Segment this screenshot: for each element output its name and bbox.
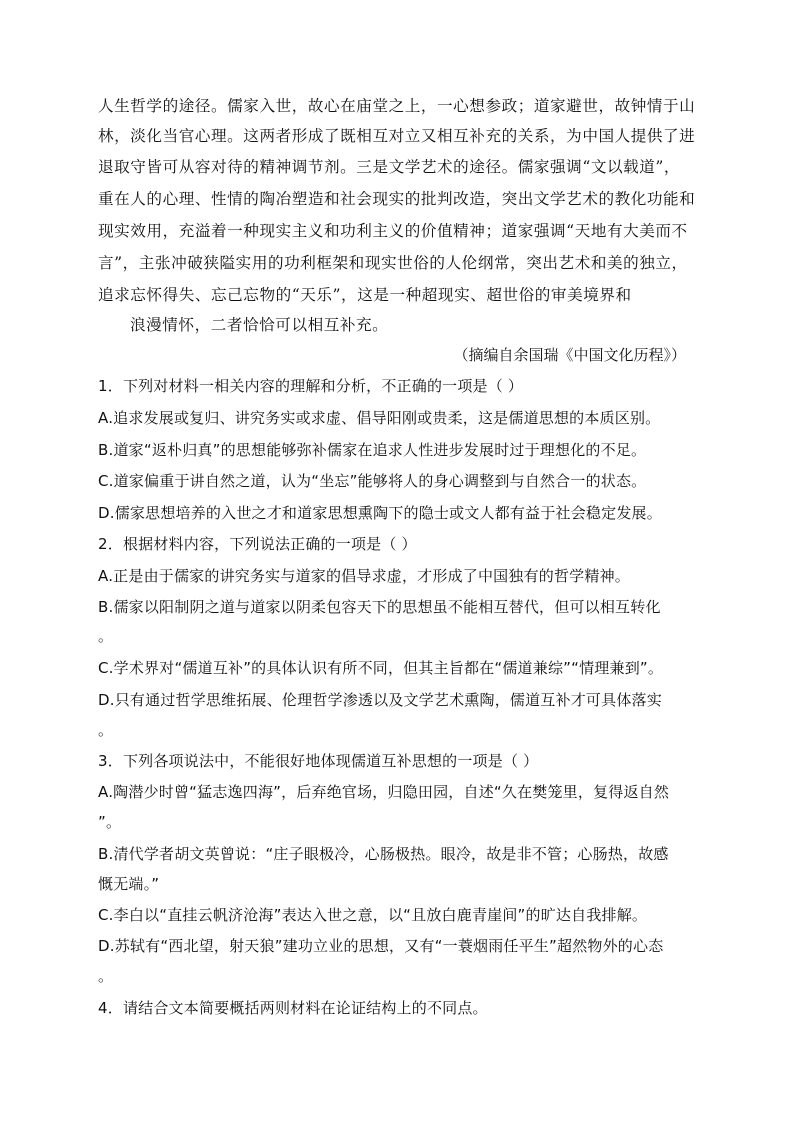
question-2-stem: 2．根据材料内容，下列说法正确的一项是（ ） (98, 535, 417, 553)
question-1-stem: 1．下列对材料一相关内容的理解和分析，不正确的一项是（ ） (98, 377, 524, 395)
passage-line-4: 重在人的心理、性情的陶冶塑造和社会现实的批判改造，突出文学艺术的教化功能和 (98, 190, 696, 208)
passage-line-7: 追求忘怀得失、忘己忘物的“天乐”，这是一种超现实、超世俗的审美境界和 (98, 286, 632, 304)
question-3-option-b-continued: 慨无端。” (98, 875, 160, 893)
passage-source: （摘编自余国瑞《中国文化历程》） (453, 346, 686, 364)
passage-line-6: 言”，主张冲破狭隘实用的功利框架和现实世俗的人伦纲常，突出艺术和美的独立， (98, 254, 688, 272)
passage-line-3: 退取守皆可从容对待的精神调节剂。三是文学艺术的途径。儒家强调“文以载道”， (98, 158, 681, 176)
question-2-option-a: A.正是由于儒家的讲究务实与道家的倡导求虚，才形成了中国独有的哲学精神。 (98, 567, 630, 585)
passage-line-8: 浪漫情怀，二者恰恰可以相互补充。 (130, 316, 389, 334)
question-3-option-d: D.苏轼有“西北望，射天狼”建功立业的思想，又有“一蓑烟雨任平生”超然物外的心态 (98, 937, 664, 955)
question-1-option-a: A.追求发展或复归、讲究务实或求虚、倡导阳刚或贵柔，这是儒道思想的本质区别。 (98, 409, 661, 427)
question-1-option-c: C.道家偏重于讲自然之道，认为“坐忘”能够将人的身心调整到与自然合一的状态。 (98, 472, 647, 490)
passage-line-2: 林，淡化当官心理。这两者形成了既相互对立又相互补充的关系，为中国人提供了进 (98, 127, 696, 145)
question-2-option-d: D.只有通过哲学思维拓展、伦理哲学渗透以及文学艺术熏陶，儒道互补才可具体落实 (98, 691, 662, 709)
question-4-stem: 4．请结合文本简要概括两则材料在论证结构上的不同点。 (98, 999, 488, 1017)
passage-line-1: 人生哲学的途径。儒家入世，故心在庙堂之上，一心想参政；道家避世，故钟情于山 (98, 97, 696, 115)
question-3-option-d-continued: 。 (98, 967, 114, 985)
question-3-option-a-continued: ”。 (98, 813, 122, 831)
question-3-stem: 3．下列各项说法中，不能很好地体现儒道互补思想的一项是（ ） (98, 752, 539, 770)
question-1-option-b: B.道家“返朴归真”的思想能够弥补儒家在追求人性进步发展时过于理想化的不足。 (98, 441, 647, 459)
question-3-option-c: C.李白以“直挂云帆济沧海”表达入世之意，以“且放白鹿青崖间”的旷达自我排解。 (98, 906, 648, 924)
question-2-option-d-continued: 。 (98, 721, 114, 739)
question-3-option-a: A.陶潜少时曾“猛志逸四海”，后弃绝官场，归隐田园，自述“久在樊笼里，复得返自然 (98, 783, 670, 801)
question-2-option-b: B.儒家以阳制阴之道与道家以阴柔包容天下的思想虽不能相互替代，但可以相互转化 (98, 598, 661, 616)
passage-line-5: 现实效用，充溢着一种现实主义和功利主义的价值精神；道家强调“天地有大美而不 (98, 222, 688, 240)
question-3-option-b: B.清代学者胡文英曾说：“庄子眼极冷，心肠极热。眼冷，故是非不管；心肠热，故感 (98, 845, 669, 863)
question-2-option-c: C.学术界对“儒道互补”的具体认识有所不同，但其主旨都在“儒道兼综”“情理兼到”。 (98, 659, 664, 677)
question-2-option-b-continued: 。 (98, 627, 114, 645)
question-1-option-d: D.儒家思想培养的入世之才和道家思想熏陶下的隐士或文人都有益于社会稳定发展。 (98, 504, 662, 522)
